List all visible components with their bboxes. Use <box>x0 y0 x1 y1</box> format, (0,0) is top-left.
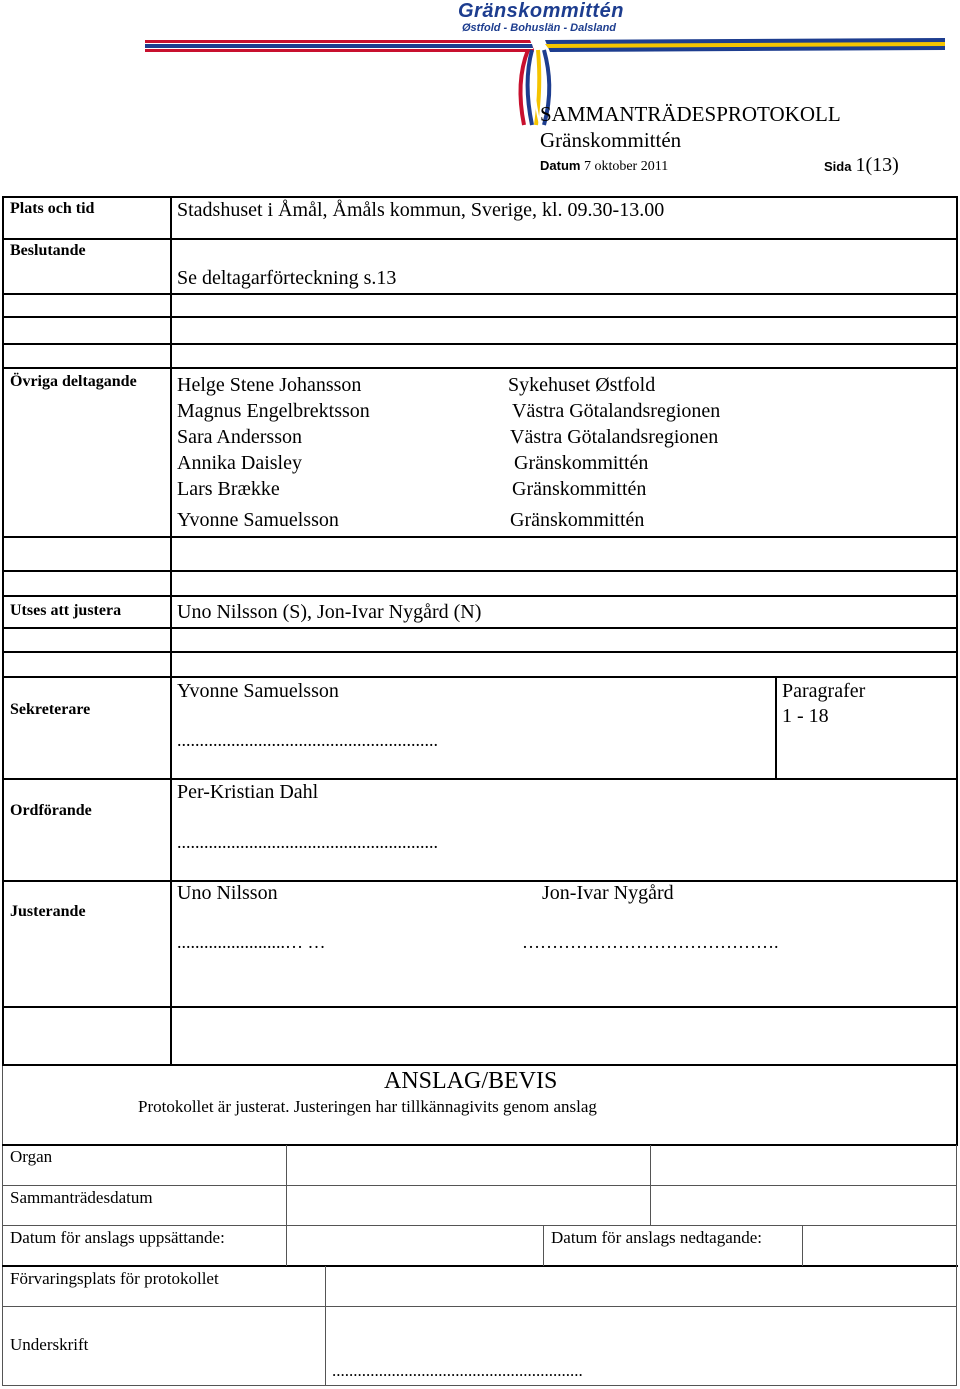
signature-line: ........................................................... <box>332 1361 583 1380</box>
meeting-date-label: Sammanträdesdatum <box>10 1188 153 1207</box>
notice-title: ANSLAG/BEVIS <box>384 1068 558 1094</box>
others-names <box>177 372 370 533</box>
participant-name: Sara Andersson <box>177 426 302 448</box>
secretary-label: Sekreterare <box>10 701 91 718</box>
adjuster-label: Justerande <box>10 903 86 920</box>
logo-title: Gränskommittén <box>458 0 624 22</box>
logo-subtitle: Østfold - Bohuslän - Dalsland <box>462 22 617 34</box>
others-label: Övriga deltagande <box>10 373 137 390</box>
adjuster-1-signature-line: ........................… … <box>177 932 326 952</box>
paragraphs-label: Paragrafer <box>782 680 866 702</box>
participant-org: Västra Götalandsregionen <box>512 400 721 422</box>
participant-org: Västra Götalandsregionen <box>510 426 719 448</box>
chair-label: Ordförande <box>10 802 92 819</box>
others-orgs <box>508 372 720 533</box>
deciding-label: Beslutande <box>10 242 86 259</box>
chair-signature-line: .......................................................... <box>177 832 438 852</box>
participant-name: Magnus Engelbrektsson <box>177 400 370 422</box>
storage-label: Förvaringsplats för protokollet <box>10 1269 219 1288</box>
header-org: Gränskommittén <box>540 128 682 152</box>
adjuster-1-name: Uno Nilsson <box>177 882 278 904</box>
adjust-label: Utses att justera <box>10 602 122 619</box>
secretary-signature-line: .......................................................... <box>177 730 438 750</box>
secretary-name: Yvonne Samuelsson <box>177 680 339 702</box>
paragraphs-value: 1 - 18 <box>782 705 829 727</box>
participant-org: Sykehuset Østfold <box>508 374 656 396</box>
posted-date-label: Datum för anslags uppsättande: <box>10 1228 225 1247</box>
date-value: 7 oktober 2011 <box>583 159 669 174</box>
participant-name: Lars Brække <box>177 478 280 500</box>
place-label: Plats och tid <box>10 200 95 217</box>
organ-label: Organ <box>10 1147 53 1166</box>
deciding-value: Se deltagarförteckning s.13 <box>177 267 397 289</box>
adjuster-2-signature-line: ……………………………………. <box>522 932 779 952</box>
notice-text: Protokollet är justerat. Justeringen har tillkännagivits genom anslag <box>138 1097 597 1116</box>
removed-date-label: Datum för anslags nedtagande: <box>551 1228 763 1247</box>
adjuster-2-name: Jon-Ivar Nygård <box>542 882 674 904</box>
participant-name: Helge Stene Johansson <box>177 374 362 396</box>
date-label: Datum <box>540 158 581 173</box>
signature-label: Underskrift <box>10 1335 89 1354</box>
participant-name: Annika Daisley <box>177 452 302 474</box>
date-line <box>540 158 668 175</box>
adjust-value: Uno Nilsson (S), Jon-Ivar Nygård (N) <box>177 601 482 623</box>
page-label: Sida <box>824 159 852 174</box>
page-indicator <box>824 154 899 177</box>
participant-org: Gränskommittén <box>512 478 647 500</box>
place-value: Stadshuset i Åmål, Åmåls kommun, Sverige, kl. 09.30-13.00 <box>177 199 665 221</box>
participant-org: Gränskommittén <box>514 452 649 474</box>
participant-name: Yvonne Samuelsson <box>177 509 339 531</box>
chair-name: Per-Kristian Dahl <box>177 781 319 803</box>
page-value: 1(13) <box>855 154 899 176</box>
participant-org: Gränskommittén <box>510 509 645 531</box>
doc-type: SAMMANTRÄDESPROTOKOLL <box>540 102 841 126</box>
